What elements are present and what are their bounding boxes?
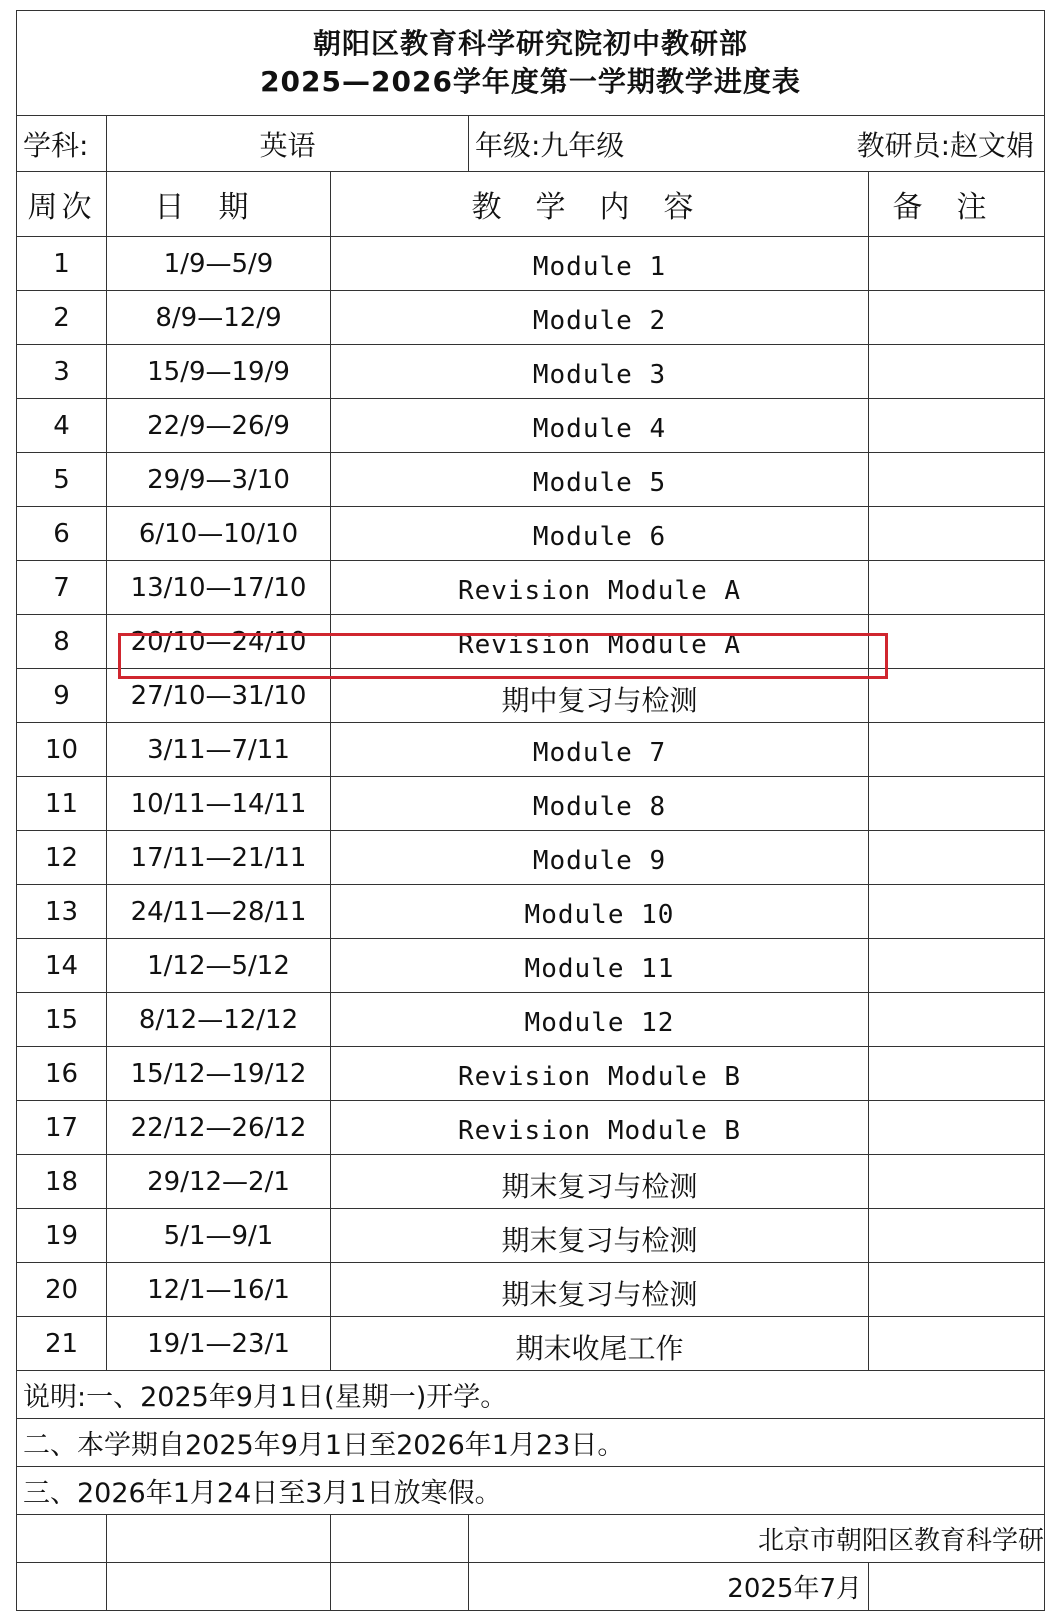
- remark-cell: [869, 237, 1045, 291]
- table-row: [17, 831, 1045, 885]
- date-cell: 5/1—9/1: [107, 1209, 331, 1263]
- header-content: 教学内容: [331, 172, 869, 237]
- note-text: 三、2026年1月24日至3月1日放寒假。: [17, 1467, 1045, 1515]
- grade-text: 年级:九年级: [475, 128, 625, 162]
- table-row: [17, 561, 1045, 615]
- week-cell: 17: [17, 1101, 107, 1155]
- table-row: [17, 1317, 1045, 1371]
- remark-cell: [869, 723, 1045, 777]
- date-cell: 15/9—19/9: [107, 345, 331, 399]
- table-row: [17, 993, 1045, 1047]
- footer-blank: [107, 1515, 331, 1563]
- footer-row: [17, 1515, 1045, 1563]
- week-cell: 5: [17, 453, 107, 507]
- week-cell: 14: [17, 939, 107, 993]
- content-cell: Module 11: [331, 939, 869, 993]
- header-remark: 备注: [869, 172, 1045, 237]
- content-cell: Module 6: [331, 507, 869, 561]
- footer-org: 北京市朝阳区教育科学研: [469, 1515, 1045, 1563]
- note-row: [17, 1371, 1045, 1419]
- date-cell: 22/12—26/12: [107, 1101, 331, 1155]
- date-cell: 19/1—23/1: [107, 1317, 331, 1371]
- footer-blank: [17, 1563, 107, 1611]
- week-cell: 18: [17, 1155, 107, 1209]
- date-cell: 22/9—26/9: [107, 399, 331, 453]
- date-cell: 12/1—16/1: [107, 1263, 331, 1317]
- remark-cell: [869, 453, 1045, 507]
- table-row: [17, 1101, 1045, 1155]
- table-row: [17, 453, 1045, 507]
- week-cell: 7: [17, 561, 107, 615]
- date-cell: 27/10—31/10: [107, 669, 331, 723]
- footer-blank: [331, 1563, 469, 1611]
- table-row: [17, 1155, 1045, 1209]
- content-cell: Module 3: [331, 345, 869, 399]
- date-cell: 8/12—12/12: [107, 993, 331, 1047]
- table-row: [17, 939, 1045, 993]
- subject-label: 学科:: [17, 116, 107, 172]
- remark-cell: [869, 831, 1045, 885]
- content-cell: Module 8: [331, 777, 869, 831]
- footer-row: [17, 1563, 1045, 1611]
- note-row: [17, 1419, 1045, 1467]
- remark-cell: [869, 399, 1045, 453]
- content-cell: Revision Module A: [331, 615, 869, 669]
- date-cell: 3/11—7/11: [107, 723, 331, 777]
- table-row: [17, 723, 1045, 777]
- week-cell: 4: [17, 399, 107, 453]
- note-row: [17, 1467, 1045, 1515]
- content-cell: 期末复习与检测: [331, 1209, 869, 1263]
- table-row: [17, 1047, 1045, 1101]
- content-cell: Module 12: [331, 993, 869, 1047]
- week-cell: 13: [17, 885, 107, 939]
- table-row: [17, 507, 1045, 561]
- table-row: [17, 669, 1045, 723]
- remark-cell: [869, 777, 1045, 831]
- footer-blank: [869, 1563, 1045, 1611]
- content-cell: Module 5: [331, 453, 869, 507]
- date-cell: 8/9—12/9: [107, 291, 331, 345]
- table-row: [17, 615, 1045, 669]
- content-cell: Module 2: [331, 291, 869, 345]
- footer-blank: [331, 1515, 469, 1563]
- remark-cell: [869, 1155, 1045, 1209]
- date-cell: 6/10—10/10: [107, 507, 331, 561]
- grade-researcher-cell: [469, 116, 1045, 172]
- remark-cell: [869, 993, 1045, 1047]
- remark-cell: [869, 561, 1045, 615]
- week-cell: 20: [17, 1263, 107, 1317]
- date-cell: 29/9—3/10: [107, 453, 331, 507]
- week-cell: 21: [17, 1317, 107, 1371]
- week-cell: 19: [17, 1209, 107, 1263]
- remark-cell: [869, 615, 1045, 669]
- week-cell: 11: [17, 777, 107, 831]
- schedule-table: [16, 10, 1045, 1611]
- table-row: [17, 345, 1045, 399]
- remark-cell: [869, 1317, 1045, 1371]
- remark-cell: [869, 939, 1045, 993]
- table-row: [17, 777, 1045, 831]
- remark-cell: [869, 291, 1045, 345]
- week-cell: 15: [17, 993, 107, 1047]
- remark-cell: [869, 885, 1045, 939]
- week-cell: 16: [17, 1047, 107, 1101]
- document-title: [17, 11, 1045, 116]
- content-cell: Module 9: [331, 831, 869, 885]
- date-cell: 17/11—21/11: [107, 831, 331, 885]
- date-cell: 15/12—19/12: [107, 1047, 331, 1101]
- content-cell: 期末复习与检测: [331, 1263, 869, 1317]
- week-cell: 1: [17, 237, 107, 291]
- footer-blank: [107, 1563, 331, 1611]
- date-cell: 1/9—5/9: [107, 237, 331, 291]
- remark-cell: [869, 1101, 1045, 1155]
- date-cell: 20/10—24/10: [107, 615, 331, 669]
- header-week: 周次: [17, 172, 107, 237]
- content-cell: Module 4: [331, 399, 869, 453]
- remark-cell: [869, 1209, 1045, 1263]
- content-cell: Revision Module B: [331, 1047, 869, 1101]
- header-date: 日期: [107, 172, 331, 237]
- week-cell: 2: [17, 291, 107, 345]
- date-cell: 24/11—28/11: [107, 885, 331, 939]
- week-cell: 9: [17, 669, 107, 723]
- subject-value: 英语: [107, 116, 469, 172]
- note-text: 说明:一、2025年9月1日(星期一)开学。: [17, 1371, 1045, 1419]
- date-cell: 29/12—2/1: [107, 1155, 331, 1209]
- week-cell: 8: [17, 615, 107, 669]
- content-cell: Module 10: [331, 885, 869, 939]
- content-cell: 期中复习与检测: [331, 669, 869, 723]
- title-line-1: 朝阳区教育科学研究院初中教研部: [312, 27, 748, 60]
- remark-cell: [869, 669, 1045, 723]
- date-cell: 13/10—17/10: [107, 561, 331, 615]
- date-cell: 10/11—14/11: [107, 777, 331, 831]
- content-cell: 期末复习与检测: [331, 1155, 869, 1209]
- content-cell: Module 7: [331, 723, 869, 777]
- remark-cell: [869, 345, 1045, 399]
- table-row: [17, 291, 1045, 345]
- date-cell: 1/12—5/12: [107, 939, 331, 993]
- week-cell: 12: [17, 831, 107, 885]
- table-row: [17, 237, 1045, 291]
- table-row: [17, 399, 1045, 453]
- remark-cell: [869, 1263, 1045, 1317]
- content-cell: Module 1: [331, 237, 869, 291]
- week-cell: 6: [17, 507, 107, 561]
- remark-cell: [869, 507, 1045, 561]
- researcher-text: 教研员:赵文娟: [856, 128, 1034, 162]
- schedule-sheet: [16, 10, 1044, 1611]
- table-row: [17, 885, 1045, 939]
- note-text: 二、本学期自2025年9月1日至2026年1月23日。: [17, 1419, 1045, 1467]
- week-cell: 10: [17, 723, 107, 777]
- table-row: [17, 1263, 1045, 1317]
- title-line-2: 2025—2026学年度第一学期教学进度表: [260, 65, 801, 98]
- content-cell: Revision Module B: [331, 1101, 869, 1155]
- table-row: [17, 1209, 1045, 1263]
- remark-cell: [869, 1047, 1045, 1101]
- content-cell: Revision Module A: [331, 561, 869, 615]
- week-cell: 3: [17, 345, 107, 399]
- footer-date: 2025年7月: [469, 1563, 869, 1611]
- footer-blank: [17, 1515, 107, 1563]
- content-cell: 期末收尾工作: [331, 1317, 869, 1371]
